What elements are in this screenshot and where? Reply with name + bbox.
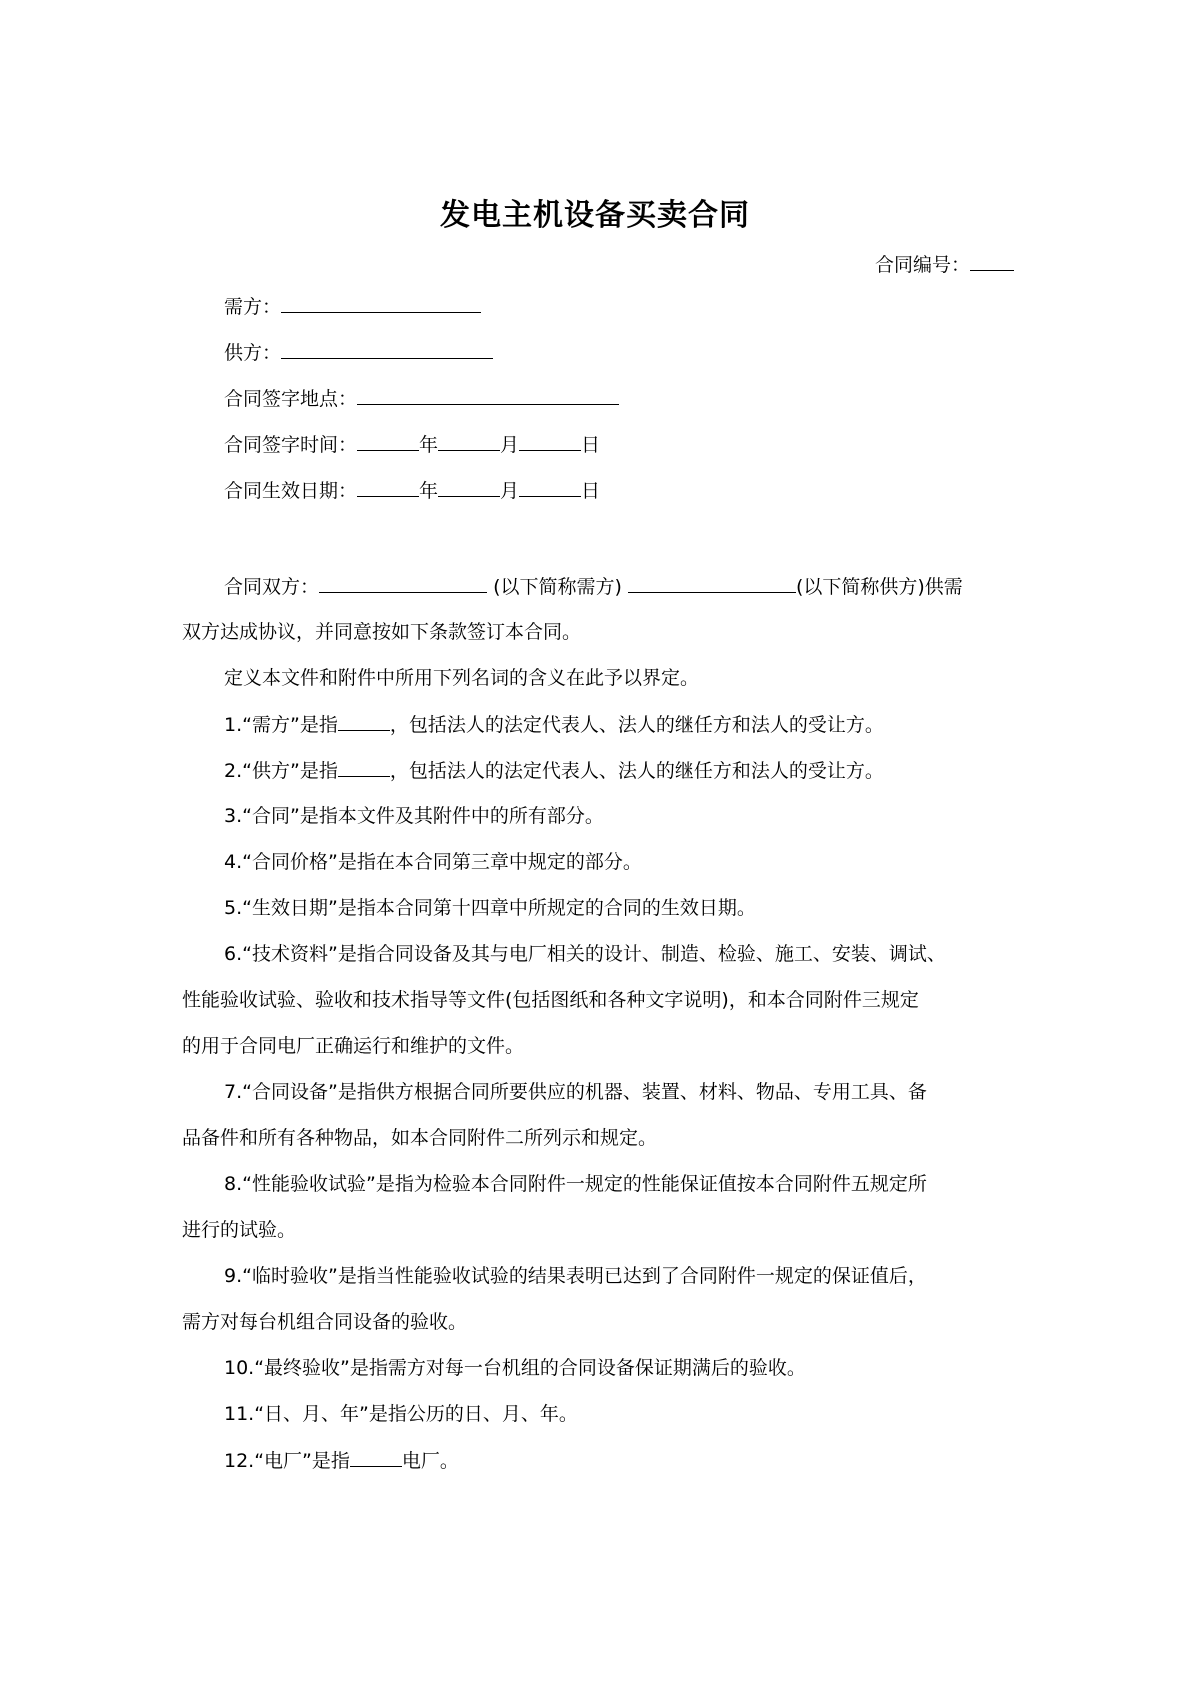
definition-2-blank: [338, 756, 390, 777]
definition-6-line-3: 的用于合同电厂正确运行和维护的文件。: [182, 1035, 525, 1057]
definition-2: [224, 756, 884, 785]
supply-label: 供方：: [224, 342, 282, 364]
effective-day-blank: [519, 476, 581, 497]
definition-8-line-2: 进行的试验。: [182, 1219, 297, 1241]
definition-8-line-1: 8.“性能验收试验”是指为检验本合同附件一规定的性能保证值按本合同附件五规定所: [224, 1173, 927, 1195]
definitions-intro: 定义本文件和附件中所用下列名词的含义在此予以界定。: [224, 667, 700, 689]
effective-year-blank: [357, 476, 419, 497]
definition-12: [224, 1446, 459, 1475]
year-label: 年: [419, 480, 439, 502]
page-title: 发电主机设备买卖合同: [440, 198, 750, 233]
supply-abbr: (以下简称供方)供需: [795, 576, 963, 598]
parties-label: 合同双方：: [224, 576, 320, 598]
sign-place-blank: [357, 384, 619, 405]
definition-7-line-1: 7.“合同设备”是指供方根据合同所要供应的机器、装置、材料、物品、专用工具、备: [224, 1081, 927, 1103]
parties-demand-blank: [319, 572, 487, 593]
contract-number: [875, 250, 1014, 277]
sign-place-field: [224, 384, 619, 413]
supply-field: [224, 338, 493, 367]
definition-1-text: 1.“需方”是指: [224, 714, 338, 736]
year-label: 年: [419, 434, 439, 456]
definition-4: 4.“合同价格”是指在本合同第三章中规定的部分。: [224, 851, 642, 873]
contract-number-label: 合同编号：: [874, 254, 970, 276]
parties-continuation: 双方达成协议，并同意按如下条款签订本合同。: [182, 621, 582, 643]
sign-month-blank: [438, 430, 500, 451]
month-label: 月: [500, 480, 520, 502]
effective-date-field: [224, 476, 600, 505]
definition-10: 10.“最终验收”是指需方对每一台机组的合同设备保证期满后的验收。: [224, 1357, 806, 1379]
definition-12-text-end: 电厂。: [401, 1450, 459, 1472]
definition-7-line-2: 品备件和所有各种物品，如本合同附件二所列示和规定。: [182, 1127, 658, 1149]
contract-number-blank: [970, 250, 1014, 271]
definition-12-blank: [350, 1446, 402, 1467]
definition-11: 11.“日、月、年”是指公历的日、月、年。: [224, 1403, 578, 1425]
definition-9-line-1: 9.“临时验收”是指当性能验收试验的结果表明已达到了合同附件一规定的保证值后，: [224, 1265, 927, 1287]
definition-1-text-end: ，包括法人的法定代表人、法人的继任方和法人的受让方。: [389, 714, 884, 736]
demand-field: [224, 292, 481, 321]
definition-3: 3.“合同”是指本文件及其附件中的所有部分。: [224, 805, 604, 827]
demand-abbr: (以下简称需方): [493, 576, 622, 598]
parties-supply-blank: [628, 572, 796, 593]
month-label: 月: [500, 434, 520, 456]
definition-2-text: 2.“供方”是指: [224, 760, 338, 782]
effective-month-blank: [438, 476, 500, 497]
definition-2-text-end: ，包括法人的法定代表人、法人的继任方和法人的受让方。: [389, 760, 884, 782]
demand-label: 需方：: [224, 296, 282, 318]
definition-1-blank: [338, 710, 390, 731]
definition-12-text: 12.“电厂”是指: [224, 1450, 350, 1472]
sign-place-label: 合同签字地点：: [224, 388, 358, 410]
demand-blank: [281, 292, 481, 313]
day-label: 日: [581, 480, 601, 502]
parties-paragraph: [224, 572, 963, 601]
sign-year-blank: [357, 430, 419, 451]
definition-1: [224, 710, 884, 739]
definition-6-line-2: 性能验收试验、验收和技术指导等文件(包括图纸和各种文字说明)，和本合同附件三规定: [182, 989, 919, 1011]
day-label: 日: [581, 434, 601, 456]
definition-5: 5.“生效日期”是指本合同第十四章中所规定的合同的生效日期。: [224, 897, 756, 919]
definition-9-line-2: 需方对每台机组合同设备的验收。: [182, 1311, 468, 1333]
sign-time-label: 合同签字时间：: [224, 434, 358, 456]
sign-time-field: [224, 430, 600, 459]
sign-day-blank: [519, 430, 581, 451]
definition-6-line-1: 6.“技术资料”是指合同设备及其与电厂相关的设计、制造、检验、施工、安装、调试、: [224, 943, 946, 965]
supply-blank: [281, 338, 493, 359]
effective-date-label: 合同生效日期：: [224, 480, 358, 502]
